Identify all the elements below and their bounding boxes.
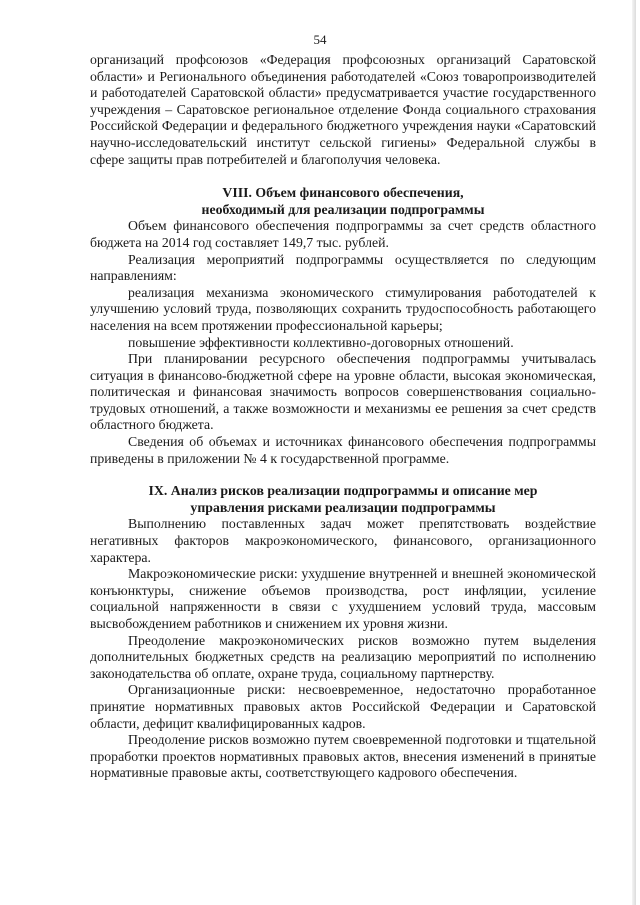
section-8-paragraph: Сведения об объемах и источниках финансового обеспечения подпрограммы приведены в приложении № 4 к государственной программе. xyxy=(90,434,596,466)
section-9-paragraph: Преодоление рисков возможно путем своевременной подготовки и тщательной проработки проектов нормативных правовых актов, внесения изменений в принятые нормативные правовые акты, соответствующего кадрового обеспечения. xyxy=(90,732,596,781)
section-8-paragraph: реализация механизма экономического стимулирования работодателей к улучшению условий труда, позволяющих сохранить трудоспособность работающего населения на всем протяжении профессиональной карьеры; xyxy=(90,284,596,333)
section-8-paragraph: Реализация мероприятий подпрограммы осуществляется по следующим направлениям: xyxy=(90,251,596,284)
section-8-paragraph: При планировании ресурсного обеспечения подпрограммы учитывалась ситуация в финансово-бюджетной сфере на уровне области, высокая экономическая, политическая и финансовая значимость вопросов совершенствования социально-трудовых отношений, а также возможности и механизмы ее решения за счет средств областного бюджета. xyxy=(90,351,596,433)
section-8-paragraph: повышение эффективности коллективно-договорных отношений. xyxy=(128,334,514,350)
intro-paragraph: организаций профсоюзов «Федерация профсоюзных организаций Саратовской области» и Регионального объединения работодателей «Союз товаропроизводителей и работодателей Саратовской области» предусматривается участие государственного учреждения – Саратовское региональное отделение Фонда социального страхования Российской Федерации и федерального бюджетного учреждения науки «Саратовский научно-исследовательский институт сельской гигиены» Федеральной службы в сфере защиты прав потребителей и благополучия человека. xyxy=(90,52,596,167)
section-9-title-line-2: управления рисками реализации подпрограммы xyxy=(190,499,496,515)
section-8-title-line-1: VIII. Объем финансового обеспечения, xyxy=(222,185,464,201)
page-content xyxy=(90,52,596,782)
section-9-title-line-1: IX. Анализ рисков реализации подпрограммы и описание мер xyxy=(148,483,538,499)
section-8-title-line-2: необходимый для реализации подпрограммы xyxy=(201,201,485,217)
section-9-paragraph: Преодоление макроэкономических рисков возможно путем выделения дополнительных бюджетных средств на реализацию мероприятий по исполнению законодательства об оплате, охране труда, социальному партнерству. xyxy=(90,632,596,681)
section-9-paragraph: Выполнению поставленных задач может препятствовать воздействие негативных факторов макроэкономического, финансового, организационного характера. xyxy=(90,516,596,565)
section-8-paragraph: Объем финансового обеспечения подпрограммы за счет средств областного бюджета на 2014 год составляет 149,7 тыс. рублей. xyxy=(90,218,596,250)
section-9-paragraph: Организационные риски: несвоевременное, недостаточно проработанное принятие нормативных правовых актов Российской Федерации и Саратовской области, дефицит квалифицированных кадров. xyxy=(90,682,596,731)
page-number: 54 xyxy=(313,32,327,47)
section-9-paragraph: Макроэкономические риски: ухудшение внутренней и внешней экономической конъюнктуры, снижение объемов производства, рост инфляции, усиление социальной напряженности в связи с ухудшением условий труда, массовым высвобождением работников и снижением их уровня жизни. xyxy=(90,566,596,631)
scan-edge-shadow xyxy=(632,0,636,905)
